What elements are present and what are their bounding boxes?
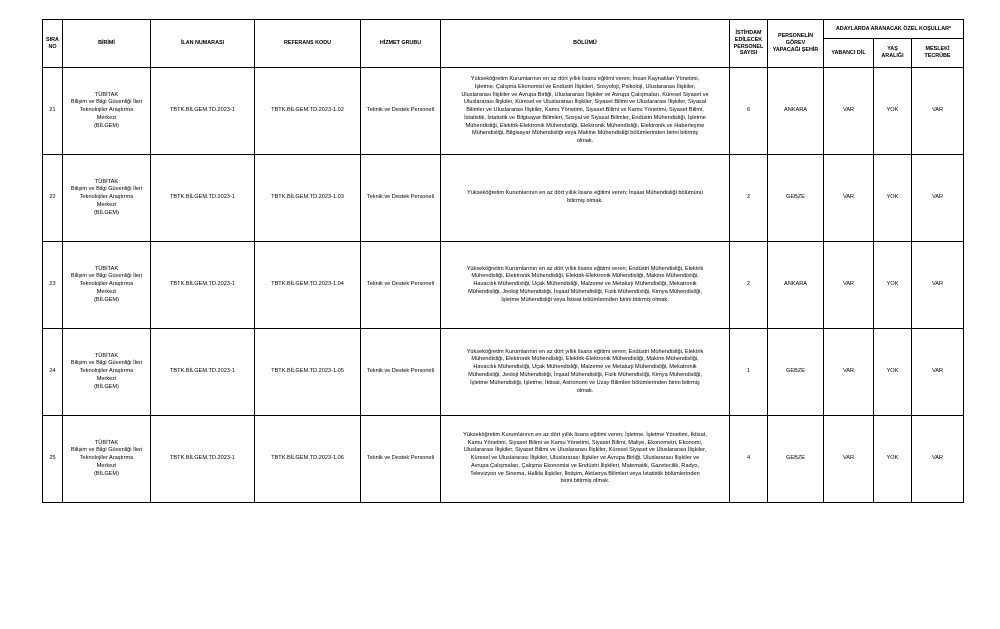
header-yabanci-dil: YABANCI DİL <box>824 39 874 68</box>
unit-name <box>63 155 151 242</box>
unit-name-line: (BİLGEM) <box>94 383 119 390</box>
department-requirements-line: Mühendisliği, Bilgisayar Mühendisliği veya Makine Mühendisliği bölümlerinden birini bitirmiş <box>471 130 699 137</box>
experience: VAR <box>912 242 964 329</box>
ilan-number: TBTK.BİLGEM.TD.2023-1 <box>151 329 255 416</box>
department-requirements <box>441 242 730 329</box>
department-requirements-line: Yükseköğretim Kurumlarının en az dört yıllık lisans eğitimi veren; Endüstri Mühendisliği, Elektrik <box>466 265 704 272</box>
service-group: Teknik ve Destek Personeli <box>361 416 441 503</box>
unit-name-line: TÜBİTAK <box>94 265 119 272</box>
department-requirements-line: İşletme Mühendisliği, İşletme, İktisat, Astronomi ve Uzay Bilimleri bölümlerinden birini bitirmiş <box>470 379 700 386</box>
unit-name-line: TÜBİTAK <box>94 352 119 359</box>
department-requirements <box>441 155 730 242</box>
ilan-number: TBTK.BİLGEM.TD.2023-1 <box>151 416 255 503</box>
table-row <box>43 155 964 242</box>
department-requirements-line: İşletme, Çalışma Ekonomisi ve Endüstri İlişkileri, Sosyoloji, Psikoloji, Uluslararası İlişkiler, <box>474 83 696 90</box>
department-requirements <box>441 329 730 416</box>
department-requirements-line: Bilimler ve Uluslararası İlişkiler, Kamu Yönetimi, Siyaset Bilimi ve Kamu Yönetimi, Siyaset Bilimi, <box>466 107 704 114</box>
age-range: YOK <box>874 242 912 329</box>
age-range: YOK <box>874 329 912 416</box>
unit-name-line: Teknolojiler Araştırma <box>79 455 134 462</box>
department-requirements-line: Mühendisliği, Elektrik-Elektronik Mühendisliği, Elektronik Mühendisliği, Elektronik ve Haberleşme <box>465 122 705 129</box>
reference-code: TBTK.BİLGEM.TD.2023-1.04 <box>255 242 361 329</box>
unit-name-line: Teknolojiler Araştırma <box>79 194 134 201</box>
department-requirements-line: Uluslararası İlişkiler, Siyaset Bilimi ve Uluslararası İlişkiler, Küresel Siyaset ve Uluslararası İlişkiler, <box>463 447 707 454</box>
unit-name-line: Teknolojiler Araştırma <box>79 107 134 114</box>
ilan-number: TBTK.BİLGEM.TD.2023-1 <box>151 68 255 155</box>
personnel-count: 1 <box>730 329 768 416</box>
header-istihdam: İSTİHDAM EDİLECEK PERSONEL SAYISI <box>730 20 768 68</box>
age-range: YOK <box>874 155 912 242</box>
header-ozel-kosullar: ADAYLARDA ARANACAK ÖZEL KOŞULLAR* <box>824 20 964 39</box>
unit-name-line: (BİLGEM) <box>94 122 119 129</box>
header-bolumu: BÖLÜMÜ <box>441 20 730 68</box>
unit-name-line: TÜBİTAK <box>94 439 119 446</box>
positions-table <box>42 19 964 503</box>
unit-name <box>63 242 151 329</box>
header-hizmet-grubu: HİZMET GRUBU <box>361 20 441 68</box>
row-number: 24 <box>43 329 63 416</box>
header-sira-no: SIRA NO <box>43 20 63 68</box>
table-row <box>43 416 964 503</box>
unit-name-line: Merkezi <box>96 375 117 382</box>
department-requirements-line: Uluslararası İlişkiler, Küresel ve Uluslararası İlişkiler, Siyaset Bilimi ve Uluslararası İlişkiler, Siyasal <box>463 99 707 106</box>
age-range: YOK <box>874 416 912 503</box>
experience: VAR <box>912 155 964 242</box>
unit-name-line: Bilişim ve Bilgi Güvenliği İleri <box>70 447 143 454</box>
reference-code: TBTK.BİLGEM.TD.2023-1.06 <box>255 416 361 503</box>
personnel-count: 6 <box>730 68 768 155</box>
reference-code: TBTK.BİLGEM.TD.2023-1.02 <box>255 68 361 155</box>
experience: VAR <box>912 68 964 155</box>
city: GEBZE <box>768 155 824 242</box>
department-requirements-line: Mühendisliği, Jeoloji Mühendisliği, İnşaat Mühendisliği, Fizik Mühendisliği, Kimya Mühendisliği, <box>468 288 702 295</box>
header-birimi: BİRİMİ <box>63 20 151 68</box>
service-group: Teknik ve Destek Personeli <box>361 155 441 242</box>
table-row <box>43 242 964 329</box>
department-requirements-line: olmak. <box>576 138 594 145</box>
age-range: YOK <box>874 68 912 155</box>
department-requirements-line: Televizyon ve Sinema, Halkla İlişkiler, İletişim, Aktüerya Bilimleri veya İstatistik bölümlerinden <box>470 470 700 477</box>
header-yas-araligi: YAŞ ARALIĞI <box>874 39 912 68</box>
unit-name-line: Merkezi <box>96 114 117 121</box>
unit-name <box>63 416 151 503</box>
department-requirements-line: Kamu Yönetimi, Siyaset Bilimi ve Kamu Yönetimi, Siyaset Bilimi, Maliye, Ekonometri, Ekonomi, <box>467 439 703 446</box>
foreign-language: VAR <box>824 68 874 155</box>
unit-name-line: Bilişim ve Bilgi Güvenliği İleri <box>70 186 143 193</box>
unit-name-line: TÜBİTAK <box>94 178 119 185</box>
ilan-number: TBTK.BİLGEM.TD.2023-1 <box>151 242 255 329</box>
service-group: Teknik ve Destek Personeli <box>361 242 441 329</box>
reference-code: TBTK.BİLGEM.TD.2023-1.03 <box>255 155 361 242</box>
row-number: 21 <box>43 68 63 155</box>
experience: VAR <box>912 416 964 503</box>
department-requirements-line: birini bitirmiş olmak. <box>560 478 610 485</box>
header-referans-kodu: REFERANS KODU <box>255 20 361 68</box>
experience: VAR <box>912 329 964 416</box>
department-requirements-line: Küresel ve Uluslararası İlişkiler, Uluslararası İlişkiler ve Avrupa Birliği, Uluslararası İlişkiler ve <box>470 455 700 462</box>
header-ilan-numarasi: İLAN NUMARASI <box>151 20 255 68</box>
unit-name-line: Merkezi <box>96 201 117 208</box>
row-number: 25 <box>43 416 63 503</box>
personnel-count: 2 <box>730 242 768 329</box>
header-gorev-sehir: PERSONELİN GÖREV YAPACAĞI ŞEHİR <box>768 20 824 68</box>
department-requirements <box>441 416 730 503</box>
unit-name-line: Bilişim ve Bilgi Güvenliği İleri <box>70 360 143 367</box>
department-requirements <box>441 68 730 155</box>
row-number: 22 <box>43 155 63 242</box>
foreign-language: VAR <box>824 155 874 242</box>
unit-name-line: Merkezi <box>96 288 117 295</box>
foreign-language: VAR <box>824 416 874 503</box>
unit-name-line: Teknolojiler Araştırma <box>79 281 134 288</box>
unit-name-line: (BİLGEM) <box>94 470 119 477</box>
department-requirements-line: Yükseköğretim Kurumlarının en az dört yıllık lisans eğitimi veren; Endüstri Mühendisliği, Elektrik <box>466 348 704 355</box>
department-requirements-line: Mühendisliği, Elektronik Mühendisliği, Elektrik-Elektronik Mühendisliği, Makine Mühendisliği, <box>471 273 699 280</box>
ilan-number: TBTK.BİLGEM.TD.2023-1 <box>151 155 255 242</box>
department-requirements-line: Yükseköğretim Kurumlarının en az dört yıllık lisans eğitimi veren; İşletme, İşletme Yönetimi, İktisat, <box>463 431 707 438</box>
foreign-language: VAR <box>824 329 874 416</box>
department-requirements-line: Havacılık Mühendisliği, Uçak Mühendisliği, Malzeme ve Metalurji Mühendisliği, Mekatronik <box>473 281 697 288</box>
city: GEBZE <box>768 329 824 416</box>
department-requirements-line: Mühendisliği, Jeoloji Mühendisliği, İnşaat Mühendisliği, Fizik Mühendisliği, Kimya Mühendisliği, <box>468 372 702 378</box>
unit-name-line: TÜBİTAK <box>94 91 119 98</box>
department-requirements-line: Mühendisliği, Elektronik Mühendisliği, Elektrik-Elektronik Mühendisliği, Makine Mühendisliği, <box>471 356 699 363</box>
department-requirements-line: Havacılık Mühendisliği, Uçak Mühendisliği, Malzeme ve Metalurji Mühendisliği, Mekatronik <box>473 364 697 371</box>
row-number: 23 <box>43 242 63 329</box>
city: ANKARA <box>768 68 824 155</box>
department-requirements-line: Avrupa Çalışmaları, Çalışma Ekonomisi ve Endüstri İlişkileri, Matematik, Gazetecilik, Radyo, <box>470 462 700 469</box>
department-requirements-line: İstatistik, İstatistik ve Bilgisayar Bilimleri, Sosyal ve Siyasal Bilimler, Endüstri Mühendisliği, İşletme <box>464 114 706 121</box>
department-requirements-line: Uluslararası İlişkiler ve Avrupa Birliği, Uluslararası İlişkiler ve Avrupa Çalışmaları, Küresel Siyaset ve <box>461 91 709 98</box>
header-mesleki-tecrube: MESLEKİ TECRÜBE <box>912 39 964 68</box>
service-group: Teknik ve Destek Personeli <box>361 68 441 155</box>
unit-name-line: Merkezi <box>96 462 117 469</box>
table-row <box>43 329 964 416</box>
foreign-language: VAR <box>824 242 874 329</box>
unit-name <box>63 68 151 155</box>
department-requirements-line: bitirmiş olmak. <box>567 198 603 204</box>
department-requirements-line: Yükseköğretim Kurumlarının en az dört yıllık lisans eğitimi veren; İnsan Kaynakları Yönetimi, <box>470 75 700 82</box>
unit-name-line: (BİLGEM) <box>94 296 119 303</box>
table-row <box>43 68 964 155</box>
personnel-count: 2 <box>730 155 768 242</box>
service-group: Teknik ve Destek Personeli <box>361 329 441 416</box>
reference-code: TBTK.BİLGEM.TD.2023-1.05 <box>255 329 361 416</box>
city: GEBZE <box>768 416 824 503</box>
unit-name-line: (BİLGEM) <box>94 209 119 216</box>
unit-name-line: Bilişim ve Bilgi Güvenliği İleri <box>70 273 143 280</box>
personnel-count: 4 <box>730 416 768 503</box>
city: ANKARA <box>768 242 824 329</box>
unit-name-line: Teknolojiler Araştırma <box>79 368 134 375</box>
department-requirements-line: olmak. <box>576 387 594 394</box>
department-requirements-line: İşletme Mühendisliği veya İktisat bölümlerinden birini bitirmiş olmak. <box>501 296 669 303</box>
unit-name-line: Bilişim ve Bilgi Güvenliği İleri <box>70 99 143 106</box>
unit-name <box>63 329 151 416</box>
department-requirements-line: Yükseköğretim Kurumlarının en az dört yıllık lisans eğitimi veren; İnşaat Mühendisliği bölümünü <box>467 190 703 197</box>
